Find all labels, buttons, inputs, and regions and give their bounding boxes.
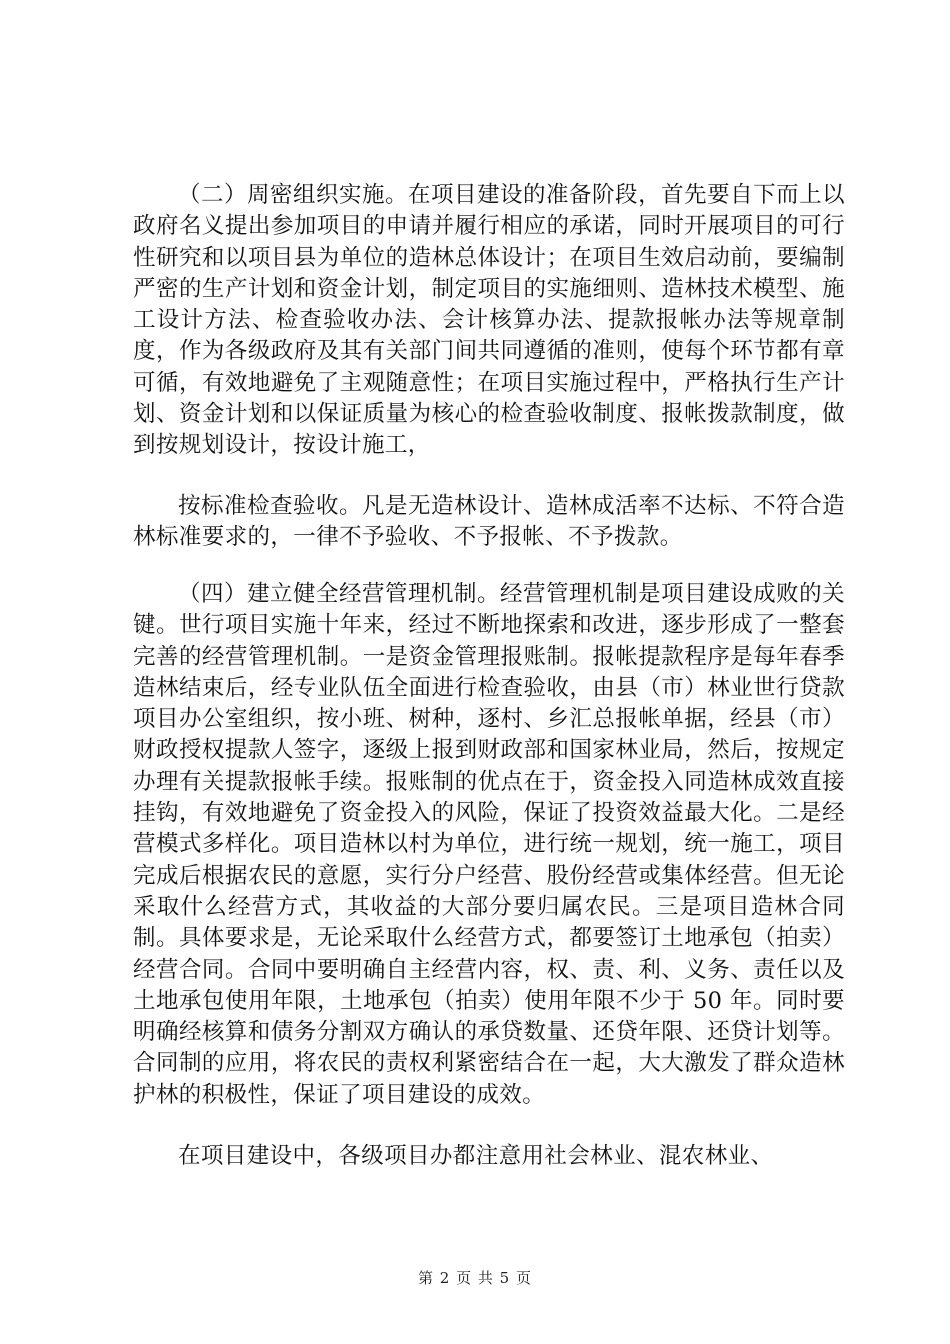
- page-number-footer: 第 2 页 共 5 页: [418, 1269, 532, 1287]
- paragraph-acceptance-standard: 按标准检查验收。凡是无造林设计、造林成活率不达标、不符合造林标准要求的，一律不予验收、不予报帐、不予拨款。: [133, 493, 845, 551]
- paragraph-organization: （二）周密组织实施。在项目建设的准备阶段，首先要自下而上以政府名义提出参加项目的申请并履行相应的承诺，同时开展项目的可行性研究和以项目县为单位的造林总体设计；在项目生效启动前，要编制严密的生产计划和资金计划，制定项目的实施细则、造林技术模型、施工设计方法、检查验收办法、会计核算办法、提款报帐办法等规章制度，作为各级政府及其有关部门间共同遵循的准则，使每个环节都有章可循，有效地避免了主观随意性；在项目实施过程中，严格执行生产计划、资金计划和以保证质量为核心的检查验收制度、报帐拨款制度，做到按规划设计，按设计施工，: [133, 182, 845, 459]
- paragraph-management-mechanism: （四）建立健全经营管理机制。经营管理机制是项目建设成败的关键。世行项目实施十年来，经过不断地探索和改进，逐步形成了一整套完善的经营管理机制。一是资金管理报账制。报帐提款程序是每年春季造林结束后，经专业队伍全面进行检查验收，由县（市）林业世行贷款项目办公室组织，按小班、树种，逐村、乡汇总报帐单据，经县（市）财政授权提款人签字，逐级上报到财政部和国家林业局，然后，按规定办理有关提款报帐手续。报账制的优点在于，资金投入同造林成效直接挂钩，有效地避免了资金投入的风险，保证了投资效益最大化。二是经营模式多样化。项目造林以村为单位，进行统一规划，统一施工，项目完成后根据农民的意愿，实行分户经营、股份经营或集体经营。但无论采取什么经营方式，其收益的大部分要归属农民。三是项目造林合同制。具体要求是，无论采取什么经营方式，都要签订土地承包（拍卖）经营合同。合同中要明确自主经营内容，权、责、利、义务、责任以及土地承包使用年限，土地承包（拍卖）使用年限不少于 50 年。同时要明确经核算和债务分割双方确认的承贷数量、还贷年限、还贷计划等。合同制的应用，将农民的责权利紧密结合在一起，大大激发了群众造林护林的积极性，保证了项目建设的成效。: [133, 581, 845, 1108]
- paragraph-project-construction: 在项目建设中，各级项目办都注意用社会林业、混农林业、: [178, 1143, 774, 1169]
